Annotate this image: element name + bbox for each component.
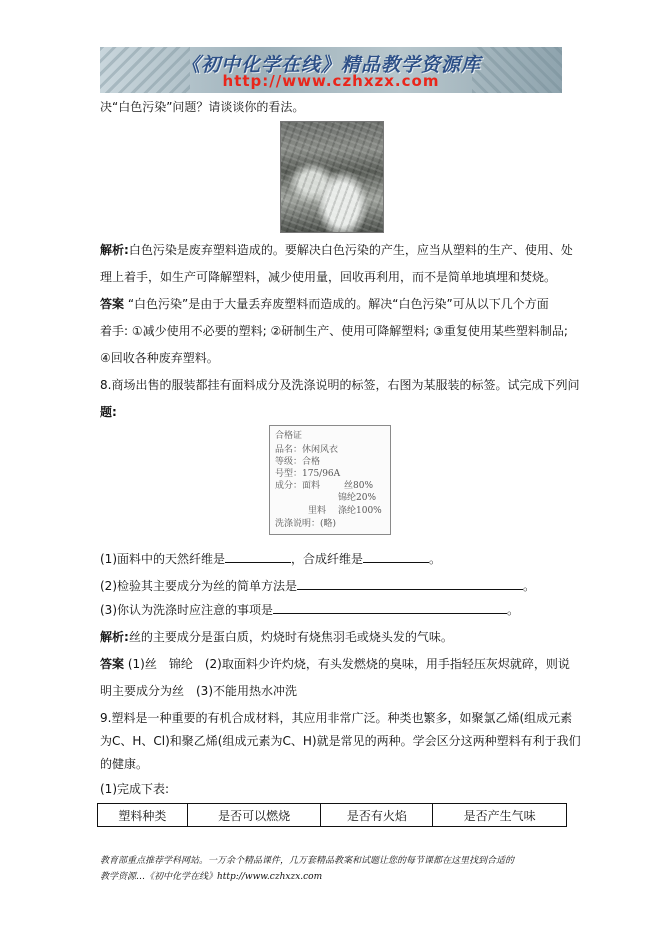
q7-stem-continuation: 决“白色污染”问题？请谈谈你的看法。 [100,100,305,114]
tag-lining: 里料 [308,506,327,516]
q9-sub1: (1)完成下表: [100,782,170,796]
analysis-label: 解析: [100,243,129,257]
q8-sub2 [100,577,535,594]
table-header-cell: 是否有火焰 [321,804,433,827]
q8-stem-line-2: 题: [100,405,117,419]
q7-answer-line-3: ④回收各种废弃塑料。 [100,351,219,365]
analysis-label: 解析: [100,630,129,644]
q7-analysis-line-1 [100,242,573,258]
tag-name: 品名：休闲风衣 [275,445,339,455]
q7-analysis-line-2: 理上着手，如生产可降解塑料，减少使用量，回收再利用，而不是简单地填埋和焚烧。 [100,270,557,284]
table-header-cell: 是否产生气味 [433,804,567,827]
q8-sub3-end: 。 [507,603,520,617]
q9-stem-line-2: 为C、H、Cl)和聚乙烯(组成元素为C、H)就是常见的两种。学会区分这两种塑料有利于我们 [100,734,581,748]
tag-grade: 等级：合格 [275,457,321,467]
q8-sub1-text-a: (1)面料中的天然纤维是 [100,552,225,566]
table-header-row [98,804,567,827]
banner-url[interactable]: http://www.czhxzx.com [222,72,440,90]
q8-sub2-blank[interactable] [297,577,523,590]
q9-stem-line-1: 9.塑料是一种重要的有机合成材料，其应用非常广泛。种类也繁多，如聚氯乙烯(组成元素 [100,711,573,725]
white-pollution-photo [280,121,384,233]
answer-label: 答案 [100,297,125,311]
tag-title: 合格证 [275,431,303,441]
q8-answer-line-1 [100,656,570,672]
q8-sub1-text-b: ，合成纤维是 [291,552,364,566]
table-header-cell: 塑料种类 [98,804,188,827]
q7-analysis-text-1: 白色污染是废弃塑料造成的。要解决白色污染的产生，应当从塑料的生产、使用、处 [128,243,573,257]
plastic-comparison-table [97,803,567,827]
q9-stem-line-3: 的健康。 [100,757,149,771]
q8-answer-text-1: (1)丝 锦纶 (2)取面料少许灼烧，有头发燃烧的臭味，用手指轻压灰烬就碎，则说 [127,657,570,671]
q8-sub3-text: (3)你认为洗涤时应注意的事项是 [100,603,273,617]
tag-washing: 洗涤说明：(略) [275,519,337,529]
tag-silk: 丝80% [344,481,374,491]
tag-composition: 成分：面料 [275,481,321,491]
table-header-cell: 是否可以燃烧 [187,804,321,827]
q8-sub3 [100,601,519,618]
q8-sub1-blank-synthetic[interactable] [363,550,429,563]
footer-line-1: 教育部重点推荐学科网站。一万余个精品课件，几万套精品教案和试题让您的每节课都在这里找到合适的 [100,856,515,866]
q8-sub3-blank[interactable] [273,601,507,614]
q8-sub2-text: (2)检验其主要成分为丝的简单方法是 [100,579,297,593]
q7-answer-text-1: “白色污染”是由于大量丢弃废塑料而造成的。解决“白色污染”可从以下几个方面 [127,297,549,311]
banner-title: 《初中化学在线》精品教学资源库 [180,54,481,76]
tag-polyester: 涤纶100% [338,506,382,516]
q8-stem-line-1: 8.商场出售的服装都挂有面料成分及洗涤说明的标签，右图为某服装的标签。试完成下列问 [100,378,580,392]
footer-line-2[interactable]: 教学资源…《初中化学在线》http://www.czhxzx.com [100,872,323,882]
answer-label: 答案 [100,657,125,671]
tag-model: 号型：175/96A [275,469,341,479]
q7-answer-line-2: 着手: ①减少使用不必要的塑料; ②研制生产、使用可降解塑料; ③重复使用某些塑料制品; [100,324,568,338]
garment-tag-figure [269,425,391,535]
q8-sub2-end: 。 [523,579,536,593]
q8-sub1-blank-natural[interactable] [225,550,291,563]
q8-analysis-text: 丝的主要成分是蛋白质，灼烧时有烧焦羽毛或烧头发的气味。 [128,630,453,644]
q8-sub1 [100,550,441,567]
header-banner [100,47,562,93]
q7-answer-line-1 [100,296,549,312]
q8-sub1-text-c: 。 [429,552,442,566]
q8-analysis [100,629,453,645]
q8-answer-line-2: 明主要成分为丝 (3)不能用热水冲洗 [100,684,297,698]
tag-nylon: 锦纶20% [338,493,377,503]
